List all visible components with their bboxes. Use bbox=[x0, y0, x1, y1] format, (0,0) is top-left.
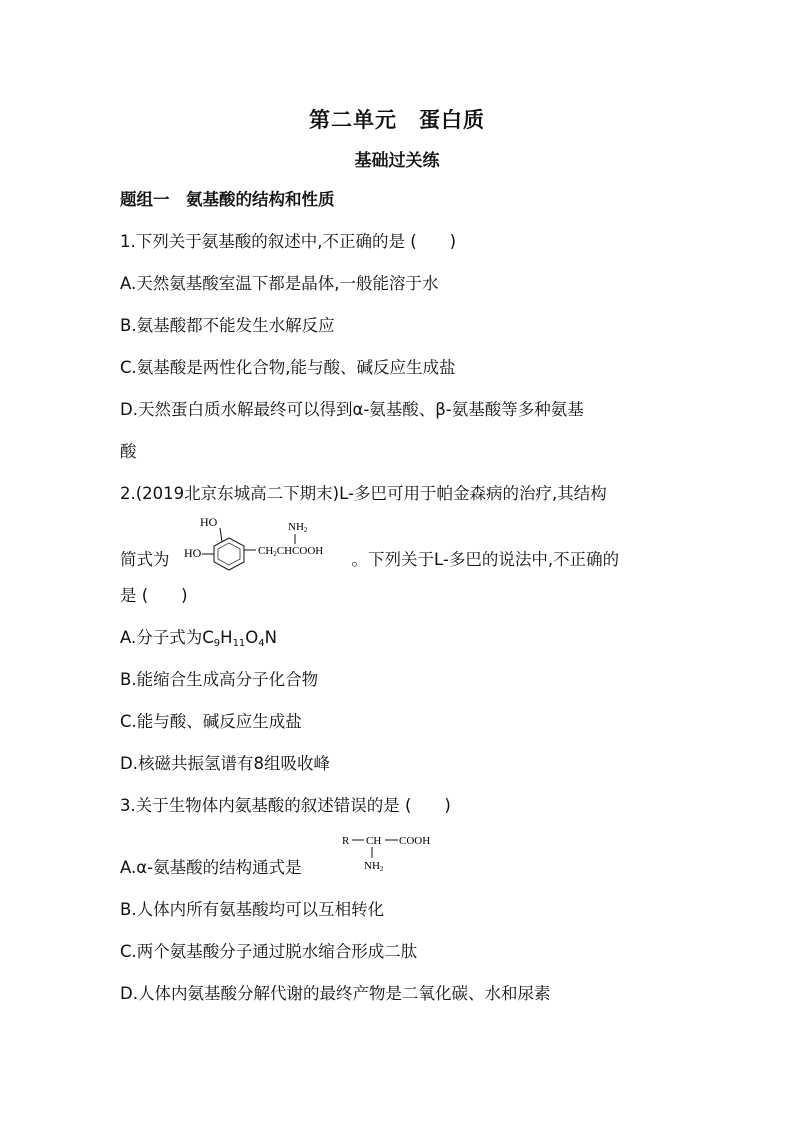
q2-option-c: C.能与酸、碱反应生成盐 bbox=[120, 712, 302, 731]
q1-stem: 1.下列关于氨基酸的叙述中,不正确的是 ( ) bbox=[120, 232, 457, 251]
q2-stem-pre: 简式为 bbox=[120, 550, 170, 569]
section-subtitle: 基础过关练 bbox=[354, 151, 440, 171]
ch-label: CH bbox=[366, 835, 382, 847]
amino-label: NH2 bbox=[288, 521, 308, 534]
q3-option-c: C.两个氨基酸分子通过脱水缩合形成二肽 bbox=[120, 942, 418, 961]
hydroxyl-label-2: HO bbox=[184, 546, 202, 560]
q1-option-c: C.氨基酸是两性化合物,能与酸、碱反应生成盐 bbox=[120, 358, 456, 377]
l-dopa-structure bbox=[182, 510, 366, 574]
q2-option-a: A.分子式为$C_9H_{11}O_4N$ bbox=[120, 628, 278, 649]
q2-option-b: B.能缩合生成高分子化合物 bbox=[120, 670, 319, 689]
q1-option-a: A.天然氨基酸室温下都是晶体,一般能溶于水 bbox=[120, 274, 439, 293]
amino-label: NH2 bbox=[364, 860, 384, 873]
r-group-label: R bbox=[342, 835, 350, 847]
q2-stem-line3: 是 ( ) bbox=[120, 586, 188, 605]
q3-option-b: B.人体内所有氨基酸均可以互相转化 bbox=[120, 900, 385, 919]
oh-bond-1 bbox=[220, 528, 222, 542]
q1-option-d: D.天然蛋白质水解最终可以得到α-氨基酸、β-氨基酸等多种氨基 bbox=[120, 400, 584, 419]
q3-option-d: D.人体内氨基酸分解代谢的最终产物是二氧化碳、水和尿素 bbox=[120, 984, 551, 1003]
q2-option-d: D.核磁共振氢谱有8组吸收峰 bbox=[120, 754, 330, 773]
q1-option-b: B.氨基酸都不能发生水解反应 bbox=[120, 316, 335, 335]
q2-stem-post: 。下列关于L-多巴的说法中,不正确的 bbox=[351, 550, 620, 569]
amino-acid-general-formula bbox=[340, 828, 444, 876]
side-chain-label: CH2CHCOOH bbox=[258, 545, 324, 558]
q1-option-d-cont: 酸 bbox=[120, 442, 137, 461]
q3-stem: 3.关于生物体内氨基酸的叙述错误的是 ( ) bbox=[120, 796, 451, 815]
q3-option-a: A.α-氨基酸的结构通式是 bbox=[120, 858, 302, 877]
page-title: 第二单元 蛋白质 bbox=[309, 107, 485, 132]
carboxyl-label: COOH bbox=[399, 835, 431, 847]
q2-stem: 2.(2019北京东城高二下期末)L-多巴可用于帕金森病的治疗,其结构 bbox=[120, 484, 607, 503]
benzene-inner-ring bbox=[218, 543, 240, 565]
hydroxyl-label-1: HO bbox=[200, 515, 218, 529]
group-heading: 题组一 氨基酸的结构和性质 bbox=[120, 190, 335, 209]
